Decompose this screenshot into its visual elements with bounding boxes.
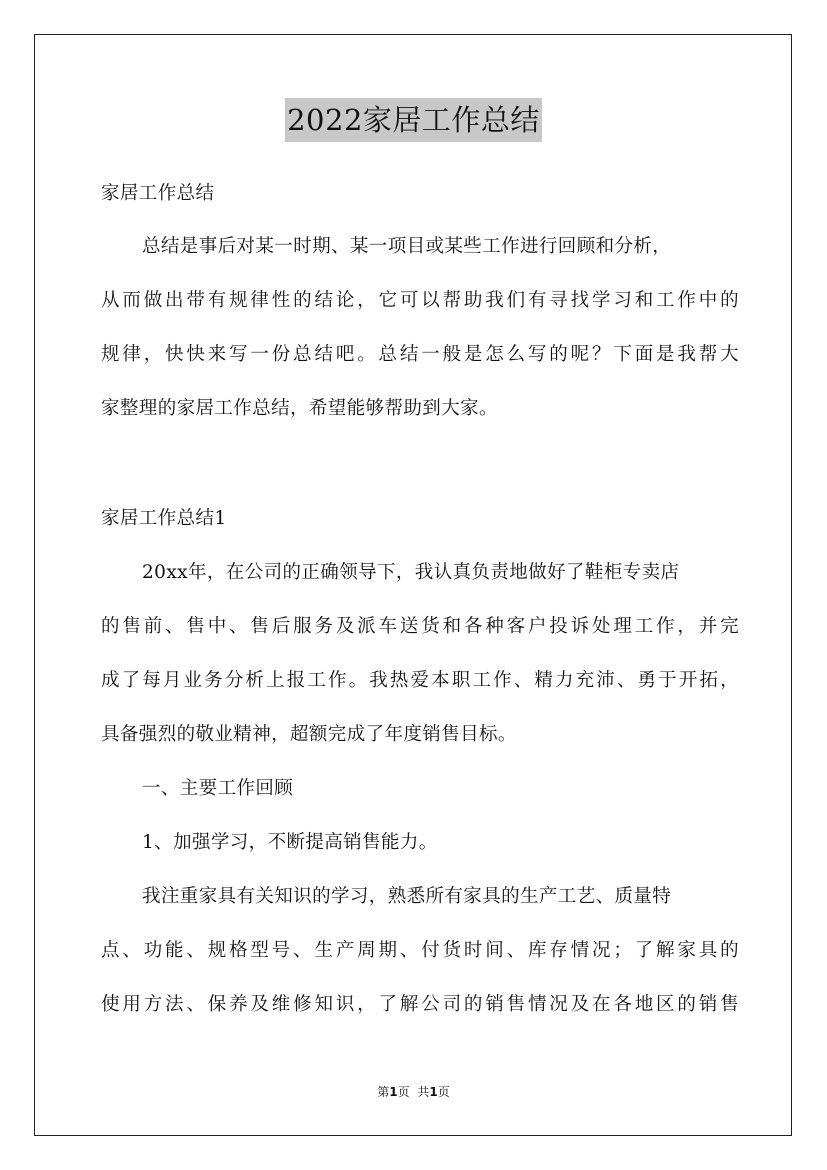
paragraph-line: 点、功能、规格型号、生产周期、付货时间、库存情况；了解家具的 bbox=[101, 940, 739, 961]
paragraph-line: 规律，快快来写一份总结吧。总结一般是怎么写的呢？下面是我帮大 bbox=[101, 344, 739, 365]
page-footer bbox=[0, 1083, 827, 1101]
document-title: 2022家居工作总结 bbox=[285, 98, 542, 142]
total-label-prefix: 共 bbox=[417, 1085, 430, 1099]
section-heading: 家居工作总结1 bbox=[101, 508, 227, 529]
paragraph-line: 家整理的家居工作总结，希望能够帮助到大家。 bbox=[101, 398, 498, 419]
paragraph-line: 的售前、售中、售后服务及派车送货和各种客户投诉处理工作，并完 bbox=[101, 616, 739, 637]
page-number: 1 bbox=[389, 1085, 398, 1099]
paragraph-line: 我注重家具有关知识的学习，熟悉所有家具的生产工艺、质量特 bbox=[142, 886, 672, 907]
page-label-prefix: 第 bbox=[377, 1085, 390, 1099]
section-heading: 家居工作总结 bbox=[101, 183, 215, 204]
paragraph-line: 20xx年，在公司的正确领导下，我认真负责地做好了鞋柜专卖店 bbox=[142, 562, 680, 583]
paragraph-line: 从而做出带有规律性的结论，它可以帮助我们有寻找学习和工作中的 bbox=[101, 290, 739, 311]
title-container bbox=[0, 98, 827, 142]
subheading: 一、主要工作回顾 bbox=[142, 778, 294, 799]
total-pages: 1 bbox=[429, 1085, 438, 1099]
paragraph-line: 使用方法、保养及维修知识，了解公司的销售情况及在各地区的销售 bbox=[101, 994, 739, 1015]
paragraph-line: 总结是事后对某一时期、某一项目或某些工作进行回顾和分析， bbox=[142, 236, 672, 257]
paragraph-line: 具备强烈的敬业精神，超额完成了年度销售目标。 bbox=[101, 724, 517, 745]
paragraph-line: 成了每月业务分析上报工作。我热爱本职工作、精力充沛、勇于开拓， bbox=[101, 670, 739, 691]
page-label-suffix: 页 bbox=[397, 1085, 410, 1099]
subheading: 1、加强学习，不断提高销售能力。 bbox=[142, 832, 438, 853]
total-label-suffix: 页 bbox=[437, 1085, 450, 1099]
